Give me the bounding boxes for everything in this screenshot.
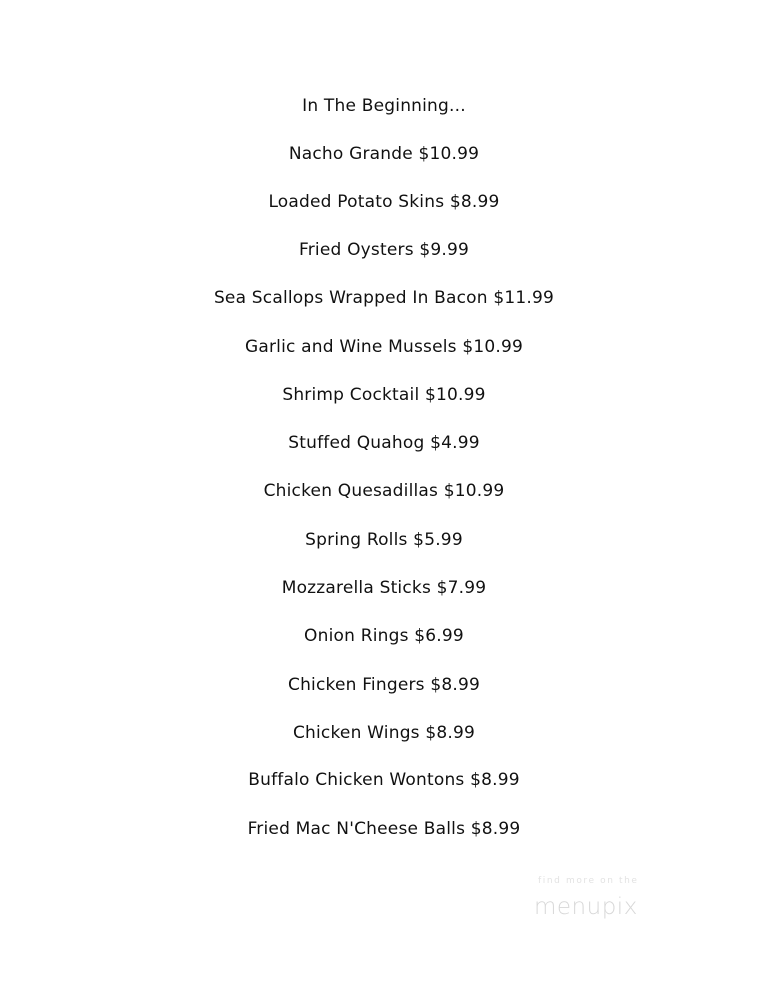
menu-item-sea-scallops-wrapped-in-bacon: Sea Scallops Wrapped In Bacon $11.99 [213, 288, 555, 308]
menu-item-shrimp-cocktail: Shrimp Cocktail $10.99 [282, 385, 486, 405]
menu-item-mozzarella-sticks: Mozzarella Sticks $7.99 [281, 578, 487, 598]
menu-item-chicken-fingers: Chicken Fingers $8.99 [288, 675, 480, 695]
watermark-logo: menupix [534, 894, 638, 920]
menu-item-onion-rings: Onion Rings $6.99 [304, 626, 464, 646]
menu-section-heading: In The Beginning... [302, 96, 466, 116]
menu-item-loaded-potato-skins: Loaded Potato Skins $8.99 [268, 192, 500, 212]
menupix-watermark [530, 875, 690, 925]
watermark-small-text: find more on the [538, 876, 639, 886]
menu-item-fried-oysters: Fried Oysters $9.99 [298, 240, 470, 260]
menu-item-stuffed-quahog: Stuffed Quahog $4.99 [288, 433, 480, 453]
menu-item-nacho-grande: Nacho Grande $10.99 [288, 144, 480, 164]
menu-item-fried-mac-n-cheese-balls: Fried Mac N'Cheese Balls $8.99 [247, 819, 521, 839]
menu-item-chicken-quesadillas: Chicken Quesadillas $10.99 [263, 481, 505, 501]
menu-item-garlic-and-wine-mussels: Garlic and Wine Mussels $10.99 [244, 337, 524, 357]
menu-item-spring-rolls: Spring Rolls $5.99 [305, 530, 463, 550]
menu-item-chicken-wings: Chicken Wings $8.99 [292, 723, 476, 743]
menu-item-buffalo-chicken-wontons: Buffalo Chicken Wontons $8.99 [248, 770, 520, 790]
